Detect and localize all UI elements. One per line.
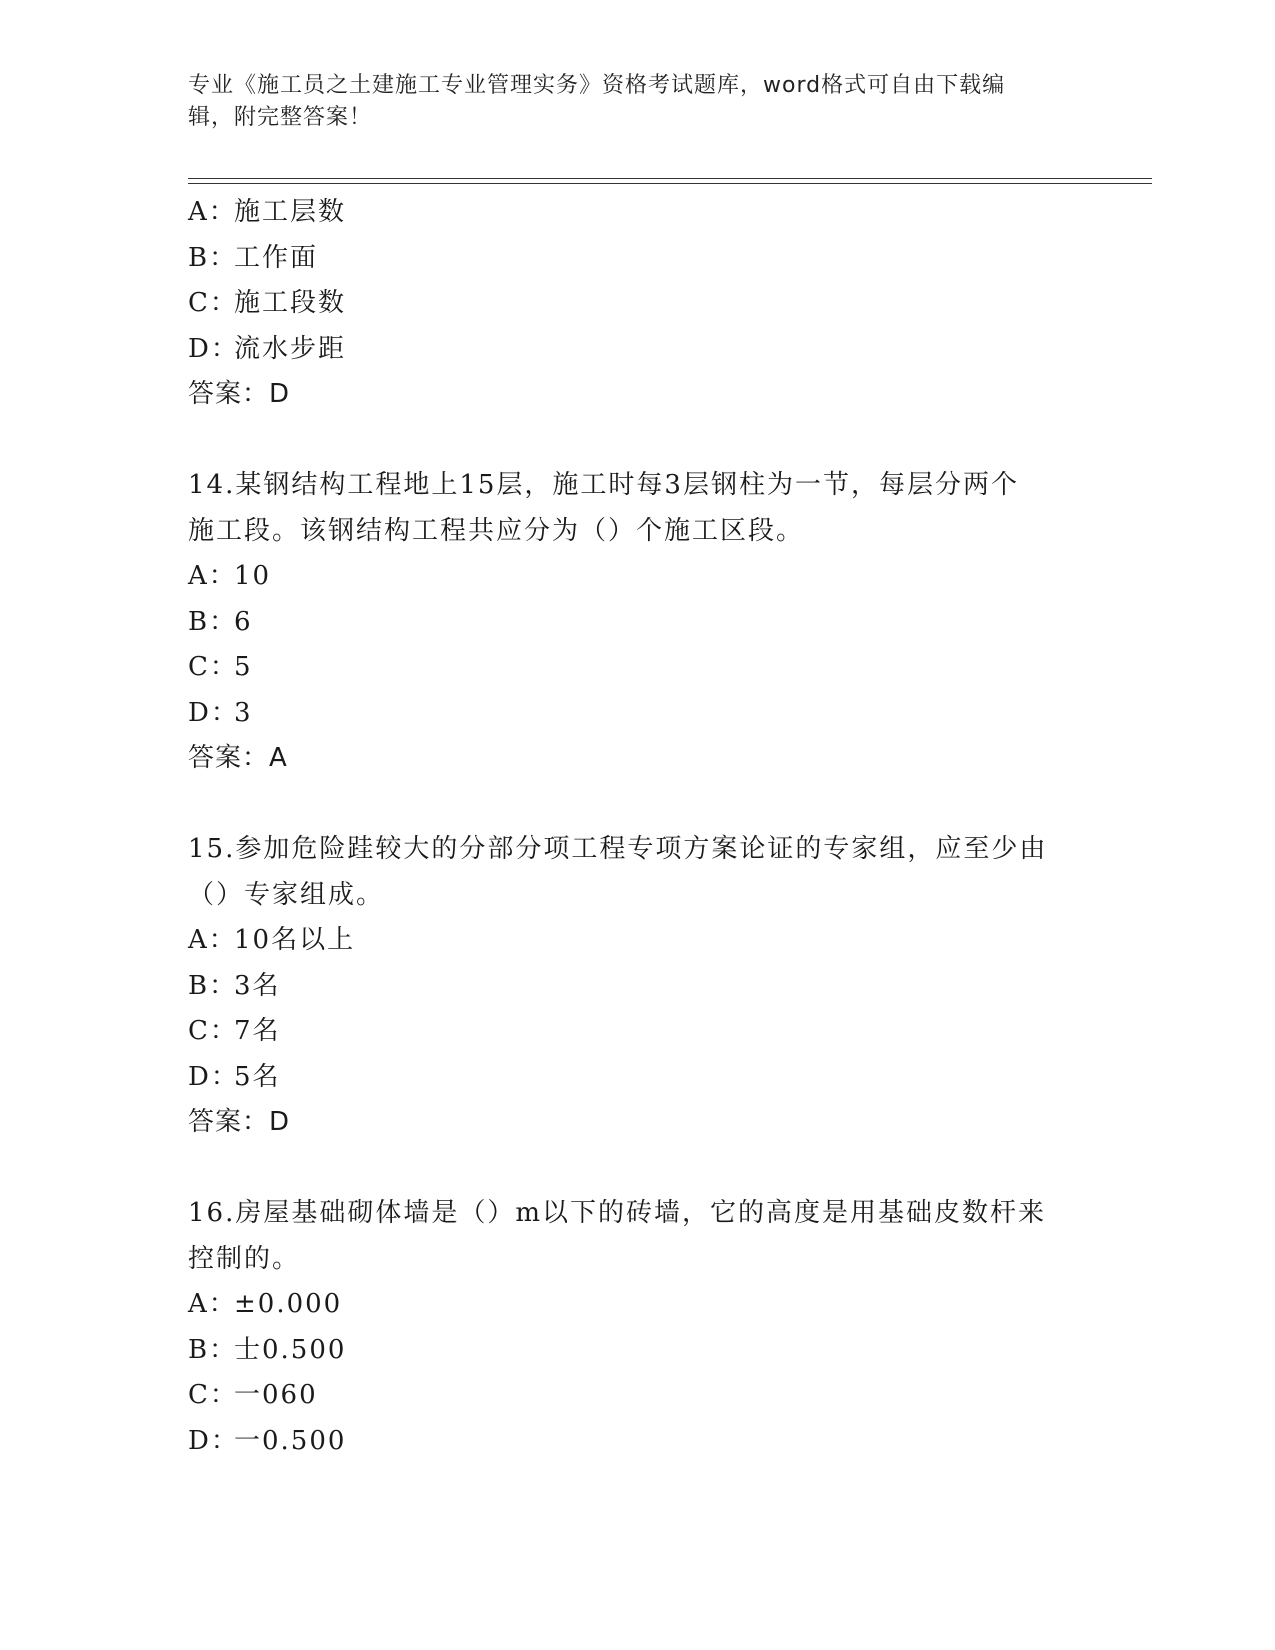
option-a	[188, 918, 1088, 964]
spacer	[188, 418, 1088, 464]
option-key: A：	[188, 197, 237, 227]
option-key: C：	[188, 652, 238, 682]
option-key: D：	[188, 1425, 239, 1456]
option-text: 3名	[234, 970, 281, 1001]
option-text: 施工层数	[234, 197, 347, 227]
option-key: D：	[188, 697, 239, 728]
question-text	[188, 1191, 1068, 1282]
option-key: C：	[188, 288, 238, 318]
header-line-1: 专业《施工员之土建施工专业管理实务》资格考试题库，word格式可自由下载编	[188, 73, 1006, 98]
question-14	[188, 463, 1088, 782]
question-13	[188, 190, 1088, 418]
option-d	[188, 691, 1088, 737]
option-text: 一060	[234, 1380, 318, 1410]
header-line-2: 辑，附完整答案！	[188, 105, 373, 130]
option-d	[188, 1419, 1088, 1465]
question-text-line-2: （）专家组成。	[188, 879, 385, 910]
option-key: A：	[188, 925, 237, 955]
option-text: 一0.500	[234, 1425, 347, 1456]
question-text	[188, 827, 1068, 918]
question-text-line-1: 16.房屋基础砌体墙是（）m以下的砖墙，它的高度是用基础皮数杆来	[188, 1198, 1047, 1228]
option-key: C：	[188, 1016, 238, 1046]
option-text: 3	[234, 697, 253, 728]
question-15	[188, 827, 1088, 1146]
answer-line: 答案：A	[188, 743, 288, 773]
question-text-line-2: 控制的。	[188, 1243, 301, 1274]
option-key: A：	[188, 561, 237, 591]
option-c	[188, 1373, 1088, 1419]
question-16	[188, 1191, 1088, 1464]
option-c	[188, 1009, 1088, 1055]
option-b	[188, 964, 1088, 1010]
option-a	[188, 554, 1088, 600]
option-key: B：	[188, 970, 238, 1001]
option-d	[188, 1055, 1088, 1101]
document-header	[188, 70, 1088, 134]
option-b	[188, 600, 1088, 646]
question-text	[188, 463, 1068, 554]
option-c	[188, 645, 1088, 691]
option-d	[188, 327, 1088, 373]
option-key: A：	[188, 1289, 237, 1319]
question-list	[188, 190, 1088, 1464]
option-key: B：	[188, 1334, 238, 1365]
question-text-line-1: 15.参加危险跬较大的分部分项工程专项方案论证的专家组，应至少由	[188, 834, 1048, 864]
spacer	[188, 782, 1088, 828]
option-text: 工作面	[234, 242, 319, 273]
option-text: 施工段数	[234, 288, 347, 318]
option-a	[188, 1282, 1088, 1328]
option-text: ±0.000	[234, 1289, 343, 1319]
option-key: D：	[188, 1061, 239, 1092]
option-key: B：	[188, 242, 238, 273]
option-key: B：	[188, 606, 238, 637]
option-b	[188, 236, 1088, 282]
option-text: 10名以上	[234, 925, 356, 955]
header-divider-bottom	[188, 183, 1152, 184]
option-a	[188, 190, 1088, 236]
spacer	[188, 1146, 1088, 1192]
answer-line: 答案：D	[188, 379, 291, 409]
option-text: 7名	[234, 1016, 281, 1046]
option-text: 流水步距	[234, 333, 347, 364]
option-key: D：	[188, 333, 239, 364]
option-b	[188, 1328, 1088, 1374]
option-text: 10	[234, 561, 272, 591]
option-c	[188, 281, 1088, 327]
question-text-line-1: 14.某钢结构工程地上15层，施工时每3层钢柱为一节，每层分两个	[188, 470, 1019, 500]
option-text: 士0.500	[234, 1334, 347, 1365]
option-text: 6	[234, 606, 253, 637]
option-key: C：	[188, 1380, 238, 1410]
option-text: 5名	[234, 1061, 281, 1092]
question-text-line-2: 施工段。该钢结构工程共应分为（）个施工区段。	[188, 515, 805, 546]
header-divider-top	[188, 178, 1152, 179]
option-text: 5	[234, 652, 253, 682]
answer-line: 答案：D	[188, 1107, 291, 1137]
